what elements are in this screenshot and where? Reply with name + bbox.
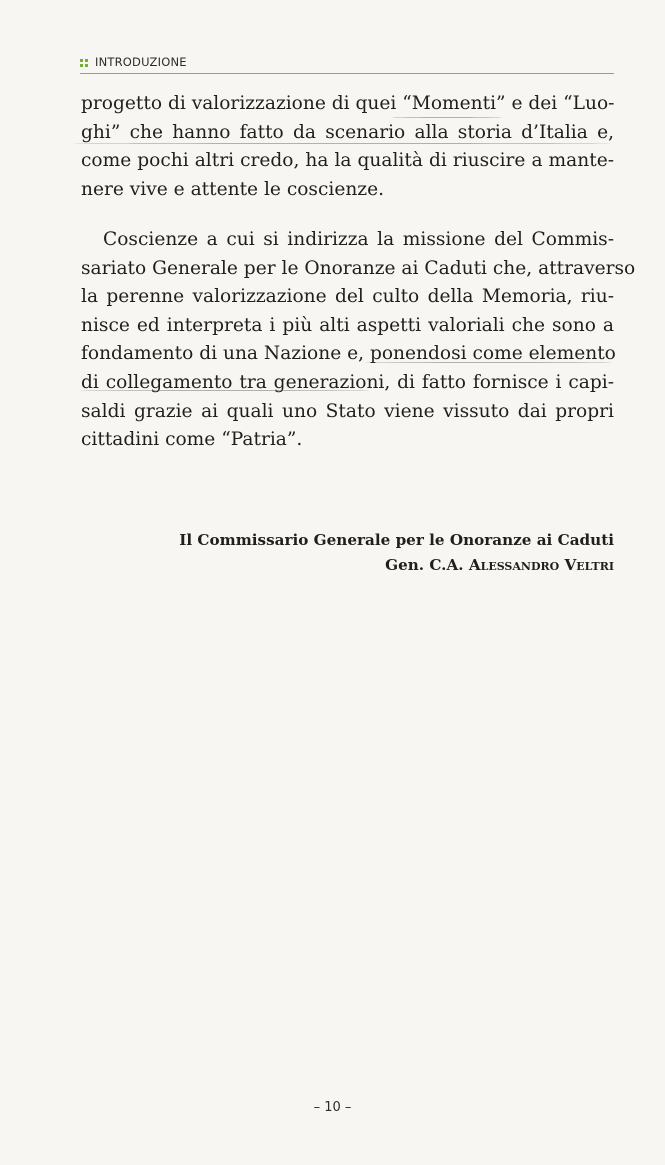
text-line: saldi grazie ai quali uno Stato viene vissuto dai propri — [81, 400, 614, 422]
pencil-underline — [80, 390, 370, 391]
text-line: come pochi altri credo, ha la qualità di riuscire a mante- — [81, 150, 614, 172]
text-line: sariato Generale per le Onoranze ai Caduti che, attraverso — [81, 257, 636, 279]
text-line: nisce ed interpreta i più alti aspetti valoriali che sono a — [81, 314, 614, 336]
section-title: INTRODUZIONE — [95, 55, 187, 69]
signature-rank: Gen. C.A. — [385, 556, 464, 574]
text-line: nere vive e attente le coscienze. — [81, 178, 385, 200]
text-line: la perenne valorizzazione del culto della Memoria, riu- — [81, 286, 614, 308]
pencil-underline — [365, 362, 612, 363]
paragraph-1 — [81, 90, 614, 204]
pencil-underline — [392, 117, 502, 118]
pencil-underline — [72, 143, 612, 144]
paragraph-2 — [81, 226, 636, 455]
text-line: di collegamento tra generazioni, di fatto fornisce i capi- — [81, 371, 614, 393]
section-marker-icon — [80, 56, 90, 68]
signature-name — [385, 556, 614, 574]
signature-person: Alessandro Veltri — [468, 556, 614, 574]
text-line: Coscienze a cui si indirizza la missione del Commis- — [103, 229, 614, 250]
running-header — [80, 53, 614, 74]
signature-role: Il Commissario Generale per le Onoranze ai Caduti — [179, 531, 614, 549]
text-line: progetto di valorizzazione di quei “Momenti” e dei “Luo- — [81, 93, 615, 114]
text-line: cittadini come “Patria”. — [81, 429, 303, 451]
text-line: ghi” che hanno fatto da scenario alla storia d’Italia e, — [81, 121, 614, 143]
text-line: fondamento di una Nazione e, ponendosi come elemento — [81, 343, 616, 365]
page-number: – 10 – — [313, 1100, 352, 1115]
